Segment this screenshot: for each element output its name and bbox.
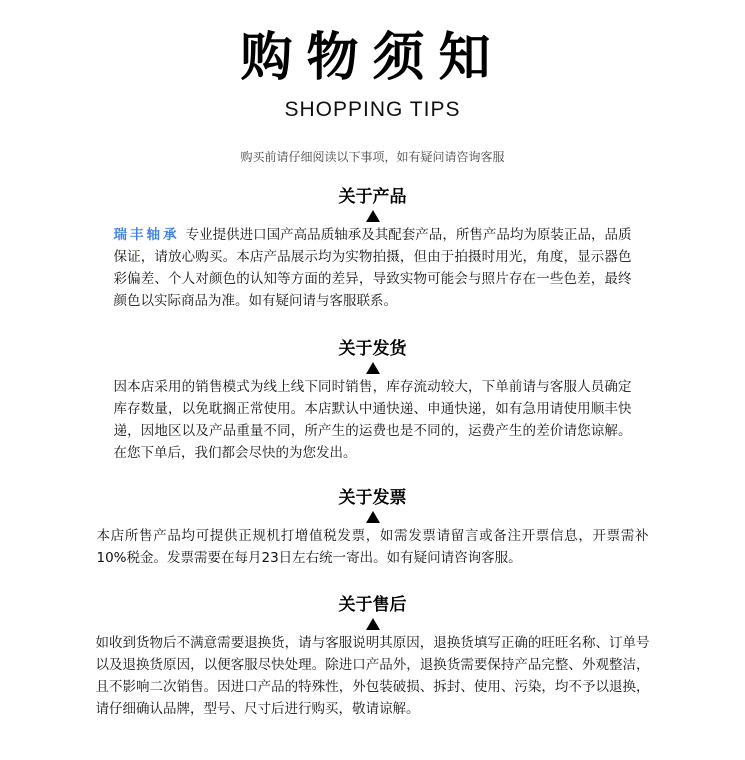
section-shipping	[0, 338, 745, 464]
section-aftersale-title: 关于售后	[338, 595, 407, 615]
section-shipping-text: 因本店采用的销售模式为线上线下同时销售，库存流动较大，下单前请与客服人员确定库存数量，以免耽搁正常使用。本店默认中通快递、申通快递，如有急用请使用顺丰快递，因地区以及产品重量不同，所产生的运费也是不同的，运费产生的差价请您谅解。在您下单后，我们都会尽快的为您发出。	[113, 379, 632, 461]
section-invoice-title: 关于发票	[338, 488, 407, 508]
brand-name: 瑞丰轴承	[113, 227, 180, 243]
page-subtitle: SHOPPING TIPS	[284, 98, 461, 121]
section-product-body: 专业提供进口国产高品质轴承及其配套产品，所售产品均为原装正品，品质保证，请放心购买。本店产品展示均为实物拍摄，但由于拍摄时用光，角度，显示器色彩偏差、个人对颜色的认知等方面的差异，导致实物可能会与照片存在一些色差，最终颜色以实际商品为准。如有疑问请与客服联系。	[113, 227, 632, 309]
section-product-text	[114, 224, 632, 312]
up-arrow-icon	[366, 210, 380, 222]
intro-text: 购买前请仔细阅读以下事项，如有疑问请咨询客服	[240, 150, 505, 164]
section-invoice	[0, 487, 745, 569]
section-product-title: 关于产品	[338, 187, 407, 207]
section-shipping-title: 关于发货	[338, 339, 407, 359]
section-aftersale-text: 如收到货物后不满意需要退换货，请与客服说明其原因，退换货填写正确的旺旺名称、订单号以及退换货原因，以便客服尽快处理。除进口产品外，退换货需要保持产品完整、外观整洁，且不影响二次销售。因进口产品的特殊性，外包装破损、拆封、使用、污染，均不予以退换，请仔细确认品牌，型号、尺寸后进行购买，敬请谅解。	[95, 635, 650, 717]
page-title: 购物须知	[240, 28, 505, 88]
up-arrow-icon	[366, 362, 380, 374]
section-aftersale	[0, 594, 745, 720]
section-invoice-text: 本店所售产品均可提供正规机打增值税发票，如需发票请留言或备注开票信息，开票需补10%税金。发票需要在每月23日左右统一寄出。如有疑问请咨询客服。	[96, 528, 649, 566]
up-arrow-icon	[366, 618, 380, 630]
up-arrow-icon	[366, 511, 380, 523]
section-product	[0, 186, 745, 312]
